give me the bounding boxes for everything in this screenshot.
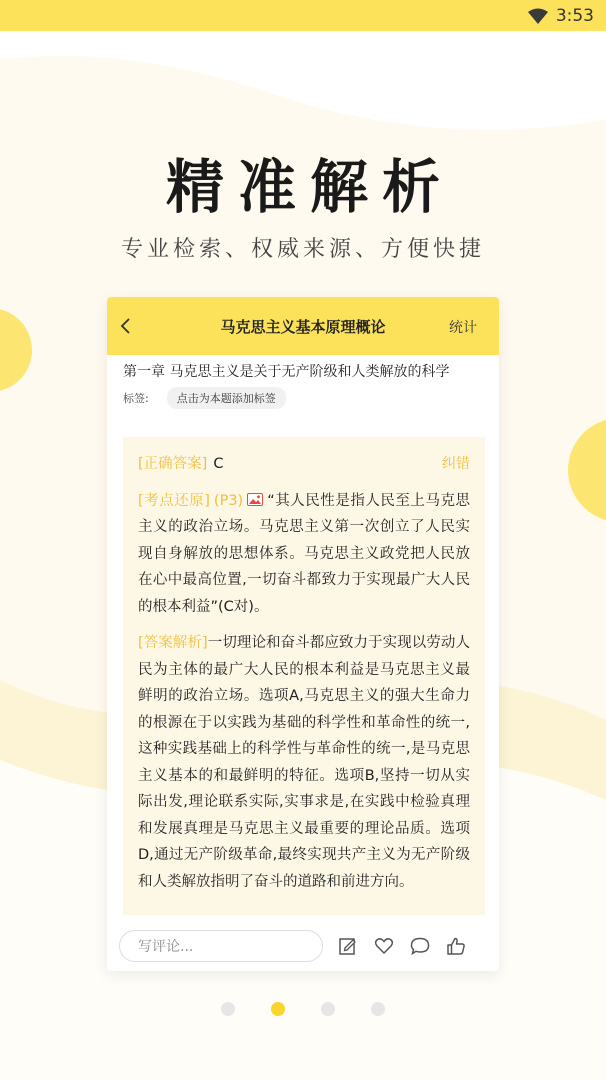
analysis-label: [答案解析] — [138, 635, 208, 651]
page-dot-2-active[interactable] — [271, 1002, 285, 1016]
page-dot-1[interactable] — [221, 1002, 235, 1016]
card-title: 马克思主义基本原理概论 — [220, 317, 386, 336]
page-dot-3[interactable] — [321, 1002, 335, 1016]
back-arrow-icon[interactable] — [119, 317, 133, 335]
analysis-paragraph — [138, 630, 470, 895]
preview-card — [107, 297, 499, 971]
correct-answer-row — [138, 451, 470, 478]
page-dot-4[interactable] — [371, 1002, 385, 1016]
chapter-title: 第一章 马克思主义是关于无产阶级和人类解放的科学 — [123, 364, 450, 380]
comment-input[interactable]: 写评论... — [119, 930, 323, 962]
add-tag-button[interactable]: 点击为本题添加标签 — [167, 387, 286, 409]
source-label: [考点还原] — [138, 492, 210, 509]
status-time: 3:53 — [555, 5, 594, 26]
status-bar — [0, 0, 606, 31]
comment-icon[interactable] — [409, 935, 431, 957]
edit-note-icon[interactable] — [337, 935, 359, 957]
correct-answer-value: C — [213, 456, 224, 472]
thumbs-up-icon[interactable] — [445, 935, 467, 957]
comment-bar — [107, 921, 499, 971]
hero-title — [0, 140, 606, 224]
tag-row — [107, 383, 499, 413]
source-text: “其人民性是指人民至上马克思主义的政治立场。马克思主义第一次创立了人民实现自身解放的思想体系。马克思主义政党把人民放在心中最高位置,一切奋斗都致力于实现最广大人民的根本利益”(C对)。 — [138, 492, 470, 615]
correct-answer-label: [正确答案] — [138, 456, 208, 472]
image-icon[interactable] — [247, 493, 263, 506]
hero-subtitle: 专业检索、权威来源、方便快捷 — [120, 237, 485, 262]
wifi-icon — [528, 8, 548, 24]
page-indicator — [0, 1002, 606, 1016]
card-header — [107, 297, 499, 355]
tag-label: 标签: — [123, 392, 149, 405]
answer-box — [123, 437, 485, 915]
heart-icon[interactable] — [373, 935, 395, 957]
hero-title-text: 精准解析 — [152, 140, 454, 224]
stats-button[interactable]: 统计 — [449, 320, 477, 336]
report-error-button[interactable]: 纠错 — [442, 456, 470, 472]
source-page-ref: (P3) — [213, 492, 244, 509]
analysis-text: 一切理论和奋斗都应致力于实现以劳动人民为主体的最广大人民的根本利益是马克思主义最鲜明的政治立场。选项A,马克思主义的强大生命力的根源在于以实践为基础的科学性和革命性的统一,这种实践基础上的科学性与革命性的统一,是马克思主义基本的和最鲜明的特征。选项B,坚持一切从实际出发,理论联系实际,实事求是,在实践中检验真理和发展真理是马克思主义最重要的理论品质。选项D,通过无产阶级革命,最终实现共产主义为无产阶级和人类解放指明了奋斗的道路和前进方向。 — [138, 635, 470, 890]
source-paragraph — [138, 488, 470, 621]
